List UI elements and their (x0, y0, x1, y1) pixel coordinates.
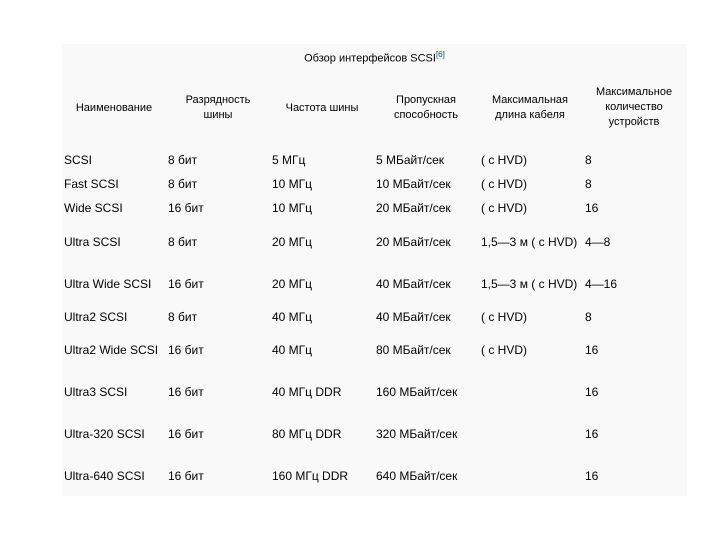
table-cell-max-devices: 16 (585, 385, 599, 399)
table-cell-max-cable-length: ( с HVD) (481, 153, 527, 167)
table-cell-bandwidth: 5 МБайт/сек (376, 153, 445, 167)
table-cell-name: Ultra2 Wide SCSI (64, 343, 159, 357)
table-cell-max-devices: 16 (585, 201, 599, 215)
table-cell-bus-frequency: 10 МГц (272, 177, 313, 191)
table-cell-name: Ultra2 SCSI (64, 310, 128, 324)
table-cell-name: Ultra-640 SCSI (64, 469, 145, 483)
table-cell-name: Ultra Wide SCSI (64, 277, 152, 291)
table-cell-bandwidth: 40 МБайт/сек (376, 277, 451, 291)
table-cell-bus-width: 8 бит (168, 153, 198, 167)
table-cell-bus-frequency: 40 МГц DDR (272, 385, 342, 399)
table-cell-name: Wide SCSI (64, 201, 123, 215)
table-cell-bus-frequency: 40 МГц (272, 343, 313, 357)
table-cell-name: Ultra SCSI (64, 235, 121, 249)
table-cell-bus-frequency: 40 МГц (272, 310, 313, 324)
table-cell-max-cable-length: ( с HVD) (481, 177, 527, 191)
table-cell-bus-width: 16 бит (168, 469, 204, 483)
table-cell-max-devices: 8 (585, 153, 592, 167)
table-cell-max-cable-length: ( с HVD) (481, 201, 527, 215)
table-cell-bus-width: 16 бит (168, 201, 204, 215)
table-cell-bandwidth: 40 МБайт/сек (376, 310, 451, 324)
table-cell-max-devices: 8 (585, 310, 592, 324)
column-header-max-cable-length: Максимальная длина кабеля (492, 94, 568, 121)
table-cell-bus-width: 16 бит (168, 385, 204, 399)
column-header-name: Наименование (75, 102, 153, 114)
column-header-bandwidth: Пропускная способность (393, 94, 459, 121)
column-header-bus-frequency: Частота шины (285, 102, 359, 114)
table-cell-bandwidth: 10 МБайт/сек (376, 177, 451, 191)
table-cell-max-devices: 16 (585, 343, 599, 357)
table-cell-bus-frequency: 160 МГц DDR (272, 469, 349, 483)
table-cell-bandwidth: 20 МБайт/сек (376, 201, 451, 215)
table-cell-max-cable-length: ( с HVD) (481, 310, 527, 324)
table-cell-bus-width: 8 бит (168, 177, 198, 191)
table-cell-name: Ultra3 SCSI (64, 385, 128, 399)
table-cell-bus-width: 8 бит (168, 310, 198, 324)
table-cell-name: Fast SCSI (64, 177, 119, 191)
table-cell-max-devices: 8 (585, 177, 592, 191)
table-cell-max-devices: 4—8 (585, 235, 611, 249)
caption-reference-link[interactable]: [6] (435, 50, 445, 59)
table-cell-bandwidth: 80 МБайт/сек (376, 343, 451, 357)
table-cell-name: SCSI (64, 153, 93, 167)
table-cell-bandwidth: 160 МБайт/сек (376, 385, 458, 399)
table-cell-bus-frequency: 20 МГц (272, 277, 313, 291)
column-header-bus-width: Разрядность шины (185, 94, 251, 121)
table-cell-max-devices: 16 (585, 427, 599, 441)
table-cell-max-cable-length: 1,5—3 м ( с HVD) (481, 277, 578, 291)
table-cell-max-cable-length: 1,5—3 м ( с HVD) (481, 235, 578, 249)
caption-text: Обзор интерфейсов SCSI (304, 52, 436, 65)
table-cell-bus-width: 16 бит (168, 277, 204, 291)
table-cell-max-devices: 16 (585, 469, 599, 483)
table-cell-max-cable-length: ( с HVD) (481, 343, 527, 357)
table-cell-bus-frequency: 20 МГц (272, 235, 313, 249)
table-cell-name: Ultra-320 SCSI (64, 427, 145, 441)
table-cell-bus-frequency: 5 МГц (272, 153, 306, 167)
table-cell-bus-frequency: 10 МГц (272, 201, 313, 215)
table-cell-max-devices: 4—16 (585, 277, 618, 291)
table-cell-bandwidth: 640 МБайт/сек (376, 469, 458, 483)
column-header-max-devices: Максимальное количество устройств (595, 86, 673, 128)
table-caption (62, 50, 687, 65)
table-cell-bandwidth: 320 МБайт/сек (376, 427, 458, 441)
table-cell-bus-frequency: 80 МГц DDR (272, 427, 342, 441)
table-cell-bandwidth: 20 МБайт/сек (376, 235, 451, 249)
table-cell-bus-width: 16 бит (168, 343, 204, 357)
table-cell-bus-width: 16 бит (168, 427, 204, 441)
table-cell-bus-width: 8 бит (168, 235, 198, 249)
